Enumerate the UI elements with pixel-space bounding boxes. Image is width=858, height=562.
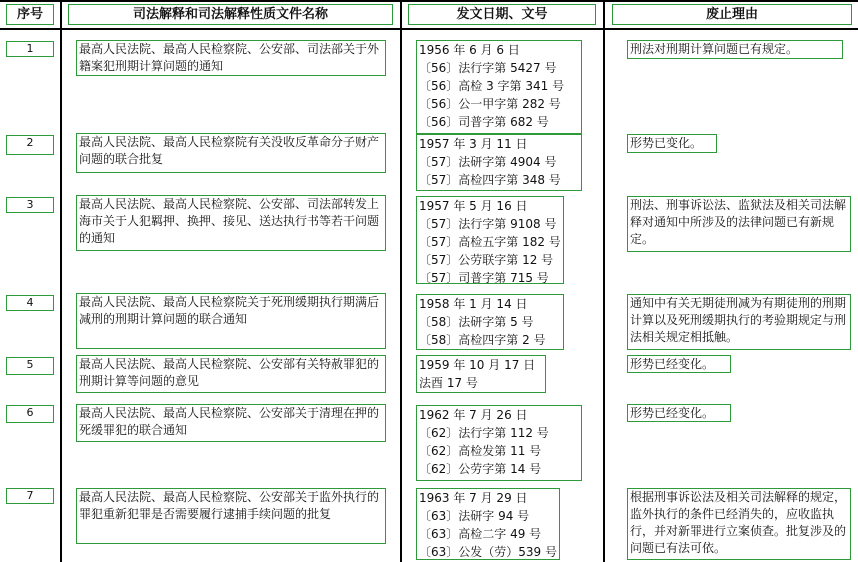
- column-divider: [603, 0, 605, 562]
- doc-line: 〔62〕高检发第 11 号: [419, 444, 542, 458]
- doc-line: 法酉 17 号: [419, 376, 478, 390]
- doc-line: 1958 年 1 月 14 日: [419, 297, 528, 311]
- doc-line: 〔57〕法行字第 9108 号: [419, 217, 557, 231]
- row-3-name: 最高人民法院、最高人民检察院、公安部、司法部转发上海市关于人犯羁押、换押、接见、送达执行书等若干问题的通知: [76, 195, 386, 251]
- doc-line: 〔56〕法行字第 5427 号: [419, 61, 557, 75]
- doc-line: 1957 年 5 月 16 日: [419, 199, 528, 213]
- row-5-seq: 5: [6, 357, 54, 375]
- doc-line: 1959 年 10 月 17 日: [419, 358, 536, 372]
- column-divider: [60, 0, 62, 562]
- doc-line: 〔57〕公劳联字第 12 号: [419, 253, 554, 267]
- row-5-reason: 形势已经变化。: [627, 355, 731, 373]
- doc-line: 〔62〕法行字第 112 号: [419, 426, 549, 440]
- header-date: 发文日期、文号: [408, 4, 596, 25]
- doc-line: 1962 年 7 月 26 日: [419, 408, 528, 422]
- row-5-doc: [416, 355, 546, 393]
- doc-line: 〔57〕司普字第 715 号: [419, 271, 549, 284]
- doc-line: 〔58〕高检四字第 2 号: [419, 333, 546, 347]
- doc-line: 〔58〕法研字第 5 号: [419, 315, 534, 329]
- row-3-seq: 3: [6, 197, 54, 213]
- column-divider: [400, 0, 402, 562]
- row-6-seq: 6: [6, 405, 54, 423]
- row-4-seq: 4: [6, 295, 54, 311]
- row-4-doc: [416, 294, 564, 350]
- row-4-reason: 通知中有关无期徒刑减为有期徒刑的刑期计算以及死刑缓期执行的考验期规定与刑法相关规定相抵触。: [627, 294, 851, 350]
- doc-line: 〔56〕公一甲字第 282 号: [419, 97, 561, 111]
- doc-line: 〔62〕公劳字第 14 号: [419, 462, 542, 476]
- header-bottom-rule: [0, 28, 858, 30]
- row-2-seq: 2: [6, 135, 54, 155]
- row-7-seq: 7: [6, 488, 54, 504]
- header-reason: 废止理由: [612, 4, 852, 25]
- header-top-rule: [0, 0, 858, 2]
- row-1-seq: 1: [6, 41, 54, 57]
- doc-line: 〔56〕司普字第 682 号: [419, 115, 549, 129]
- row-6-doc: [416, 405, 582, 481]
- row-3-doc: [416, 196, 564, 284]
- doc-line: 〔57〕法研字第 4904 号: [419, 155, 557, 169]
- row-2-reason: 形势已变化。: [627, 134, 717, 153]
- doc-line: 〔63〕法研字 94 号: [419, 509, 530, 523]
- row-2-doc: [416, 134, 582, 191]
- row-6-name: 最高人民法院、最高人民检察院、公安部关于清理在押的死缓罪犯的联合通知: [76, 404, 386, 442]
- doc-line: 〔63〕公发（劳）539 号: [419, 545, 557, 559]
- row-7-name: 最高人民法院、最高人民检察院、公安部关于监外执行的罪犯重新犯罪是否需要履行逮捕手续问题的批复: [76, 488, 386, 544]
- row-7-doc: [416, 488, 560, 560]
- doc-line: 〔57〕高检五字第 182 号: [419, 235, 561, 249]
- header-name: 司法解释和司法解释性质文件名称: [68, 4, 393, 25]
- doc-line: 〔56〕高检 3 字第 341 号: [419, 79, 565, 93]
- row-3-reason: 刑法、刑事诉讼法、监狱法及相关司法解释对通知中所涉及的法律问题已有新规定。: [627, 196, 851, 252]
- row-1-name: 最高人民法院、最高人民检察院、公安部、司法部关于外籍案犯刑期计算问题的通知: [76, 40, 386, 76]
- row-6-reason: 形势已经变化。: [627, 404, 731, 422]
- row-7-reason: 根据刑事诉讼法及相关司法解释的规定，监外执行的条件已经消失的，应收监执行，并对新罪进行立案侦查。批复涉及的问题已有法可依。: [627, 488, 851, 560]
- row-4-name: 最高人民法院、最高人民检察院关于死刑缓期执行期满后减刑的刑期计算问题的联合通知: [76, 293, 386, 349]
- doc-line: 1957 年 3 月 11 日: [419, 137, 528, 151]
- row-5-name: 最高人民法院、最高人民检察院、公安部有关特赦罪犯的刑期计算等问题的意见: [76, 355, 386, 393]
- row-2-name: 最高人民法院、最高人民检察院有关没收反革命分子财产问题的联合批复: [76, 133, 386, 173]
- doc-line: 〔63〕高检二字 49 号: [419, 527, 542, 541]
- header-seq: 序号: [6, 4, 54, 25]
- doc-line: 1956 年 6 月 6 日: [419, 43, 520, 57]
- doc-line: 1963 年 7 月 29 日: [419, 491, 528, 505]
- row-1-doc: [416, 40, 582, 134]
- doc-line: 〔57〕高检四字第 348 号: [419, 173, 561, 187]
- row-1-reason: 刑法对刑期计算问题已有规定。: [627, 40, 843, 59]
